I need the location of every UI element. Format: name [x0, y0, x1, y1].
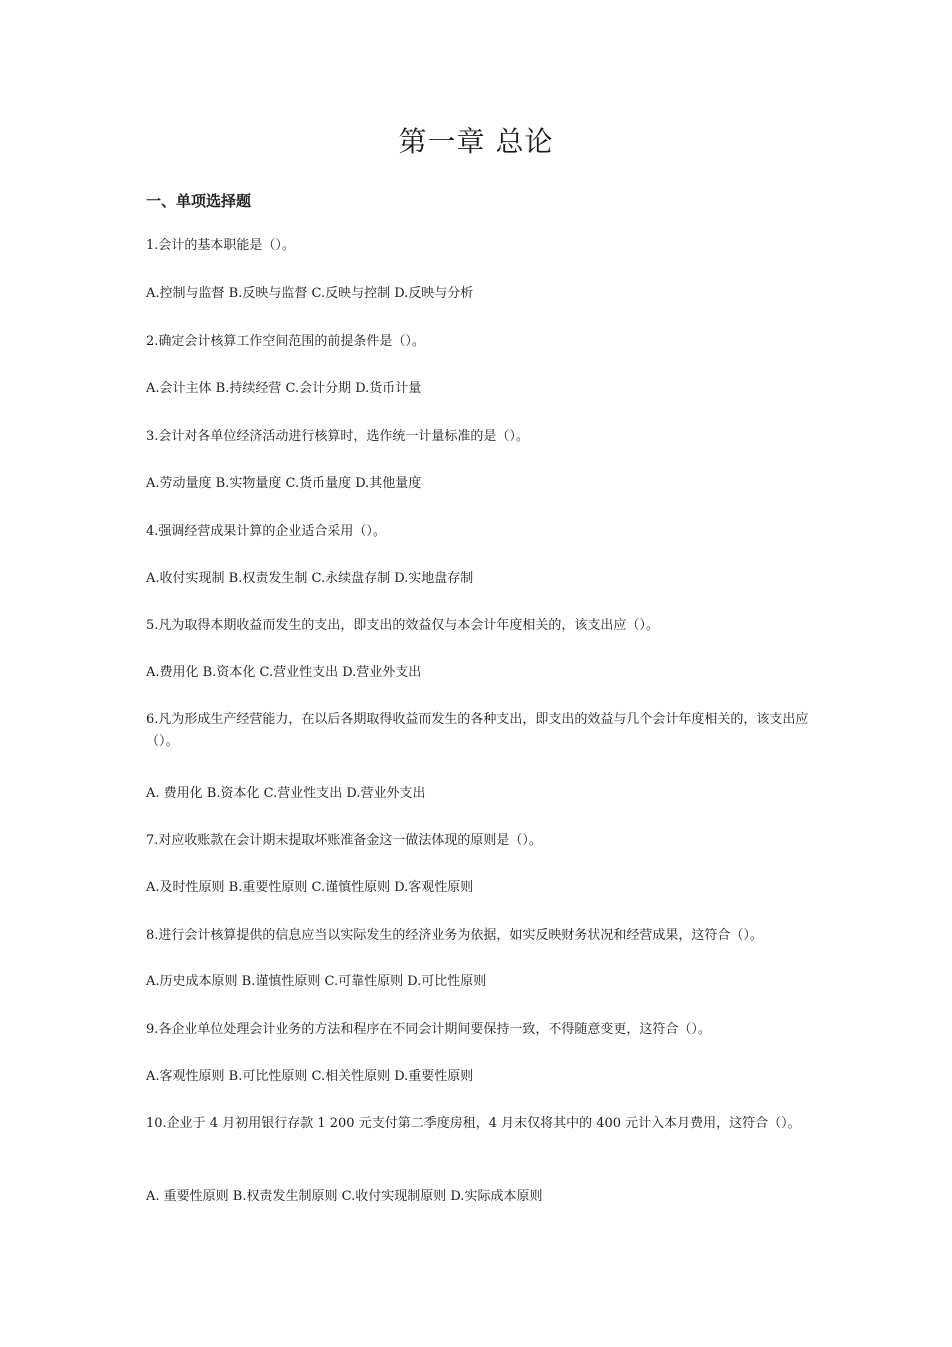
- chapter-title: 第一章 总论: [398, 125, 554, 158]
- options-7: A.及时性原则 B.重要性原则 C.谨慎性原则 D.客观性原则: [146, 880, 474, 895]
- question-7: 7.对应收账款在会计期末提取坏账准备金这一做法体现的原则是（）。: [146, 833, 542, 848]
- options-1: A.控制与监督 B.反映与监督 C.反映与控制 D.反映与分析: [146, 286, 474, 301]
- options-3: A.劳动量度 B.实物量度 C.货币量度 D.其他量度: [146, 476, 422, 491]
- options-5: A.费用化 B.资本化 C.营业性支出 D.营业外支出: [146, 665, 422, 680]
- section-heading: 一、单项选择题: [146, 192, 252, 210]
- question-9: 9.各企业单位处理会计业务的方法和程序在不同会计期间要保持一致，不得随意变更，这符合（）。: [146, 1022, 711, 1037]
- options-8: A.历史成本原则 B.谨慎性原则 C.可靠性原则 D.可比性原则: [146, 974, 487, 989]
- options-4: A.收付实现制 B.权责发生制 C.永续盘存制 D.实地盘存制: [146, 571, 474, 586]
- options-10: A. 重要性原则 B.权责发生制原则 C.收付实现制原则 D.实际成本原则: [146, 1189, 543, 1204]
- options-9: A.客观性原则 B.可比性原则 C.相关性原则 D.重要性原则: [146, 1069, 474, 1084]
- options-2: A.会计主体 B.持续经营 C.会计分期 D.货币计量: [146, 381, 422, 396]
- options-6: A. 费用化 B.资本化 C.营业性支出 D.营业外支出: [146, 786, 426, 801]
- question-2: 2.确定会计核算工作空间范围的前提条件是（）。: [146, 334, 425, 349]
- question-5: 5.凡为取得本期收益而发生的支出，即支出的效益仅与本会计年度相关的，该支出应（）。: [146, 618, 659, 633]
- question-8: 8.进行会计核算提供的信息应当以实际发生的经济业务为依据，如实反映财务状况和经营成果，这符合（）。: [146, 928, 763, 943]
- question-4: 4.强调经营成果计算的企业适合采用（）。: [146, 524, 386, 539]
- question-3: 3.会计对各单位经济活动进行核算时，选作统一计量标准的是（）。: [146, 429, 529, 444]
- question-6: 6.凡为形成生产经营能力，在以后各期取得收益而发生的各种支出，即支出的效益与几个会计年度相关的，该支出应（）。: [146, 712, 809, 749]
- question-1: 1.会计的基本职能是（）。: [146, 238, 295, 253]
- question-10: 10.企业于 4 月初用银行存款 1 200 元支付第二季度房租，4 月末仅将其中的 400 元计入本月费用，这符合（）。: [146, 1116, 801, 1131]
